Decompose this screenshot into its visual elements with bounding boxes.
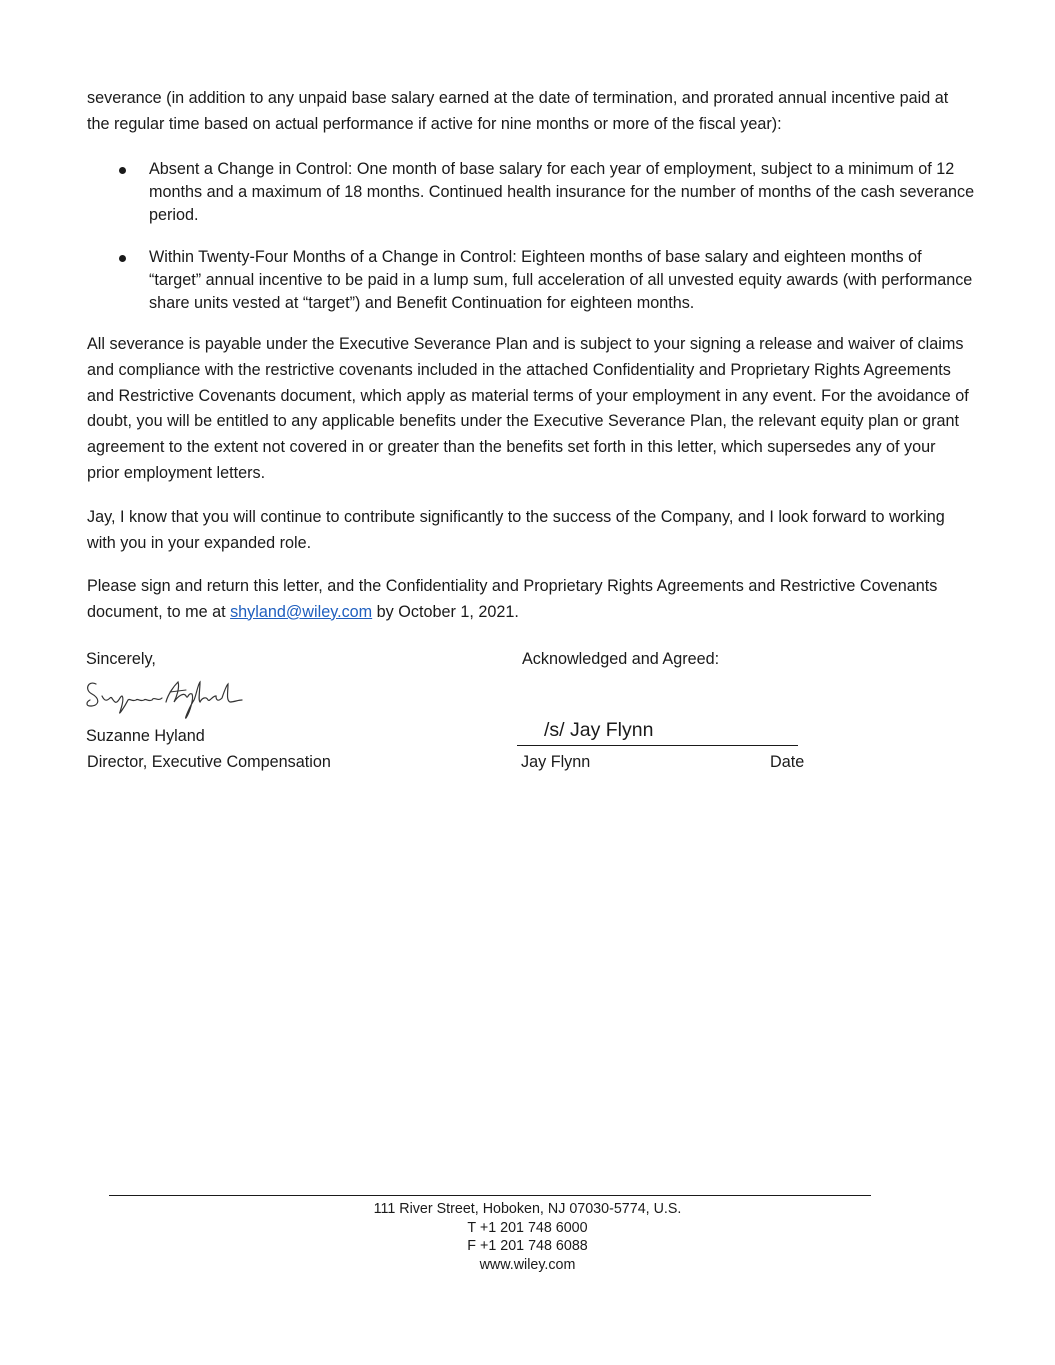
date-label: Date <box>770 753 805 771</box>
footer-address: 111 River Street, Hoboken, NJ 07030-5774, U.S. <box>373 1201 682 1217</box>
signer-name: Suzanne Hyland <box>86 727 205 745</box>
bullet-within-change-in-control <box>87 246 977 316</box>
typed-signature: /s/ Jay Flynn <box>544 719 654 741</box>
signature-line <box>517 745 798 746</box>
closing-paragraph: Jay, I know that you will continue to contribute significantly to the success of the Company, and I look forward to working with you in your expanded role. <box>87 508 945 552</box>
handwritten-signature <box>82 672 244 724</box>
bullet-dot-icon <box>119 255 126 262</box>
bullet-absent-change-in-control <box>87 158 977 228</box>
return-text-before: Please sign and return this letter, and the Confidentiality and Proprietary Rights Agreements and Restrictive Covenants document, to me at <box>87 577 938 621</box>
acknowledged-label: Acknowledged and Agreed: <box>522 650 720 668</box>
severance-bullet-list <box>87 158 977 315</box>
footer <box>0 1200 1055 1274</box>
counter-signer-name: Jay Flynn <box>521 753 591 771</box>
footer-website: www.wiley.com <box>479 1256 576 1273</box>
bullet-text: Absent a Change in Control: One month of base salary for each year of employment, subject to a minimum of 12 months and a maximum of 18 months. Continued health insurance for the number of months of the cash severance period. <box>149 160 975 225</box>
return-text-after: by October 1, 2021. <box>372 602 519 621</box>
intro-paragraph: severance (in addition to any unpaid base salary earned at the date of termination, and prorated annual incentive paid at the regular time based on actual performance if active for nine months or more of the fiscal year): <box>87 89 949 133</box>
severance-terms-paragraph: All severance is payable under the Executive Severance Plan and is subject to your signing a release and waiver of claims and compliance with the restrictive covenants included in the attached Confidentiality and Proprietary Rights Agreements and Restrictive Covenants document, which apply as material terms of your employment in any event. For the avoidance of doubt, you will be entitled to any applicable benefits under the Executive Severance Plan, the relevant equity plan or grant agreement to the extent not covered in or greater than the benefits set forth in this letter, which supersedes any of your prior employment letters. <box>87 335 969 482</box>
footer-fax: F +1 201 748 6088 <box>467 1238 588 1254</box>
bullet-text: Within Twenty-Four Months of a Change in Control: Eighteen months of base salary and eighteen months of “target” annual incentive to be paid in a lump sum, full acceleration of all unvested equity awards (with performance share units vested at “target”) and Benefit Continuation for eighteen months. <box>149 247 973 313</box>
return-instructions-paragraph <box>87 574 972 626</box>
footer-phone: T +1 201 748 6000 <box>467 1219 588 1236</box>
signer-title: Director, Executive Compensation <box>87 753 331 771</box>
footer-divider <box>109 1195 871 1196</box>
email-link[interactable]: shyland@wiley.com <box>230 602 373 621</box>
bullet-dot-icon <box>119 167 126 174</box>
salutation: Sincerely, <box>86 650 156 668</box>
